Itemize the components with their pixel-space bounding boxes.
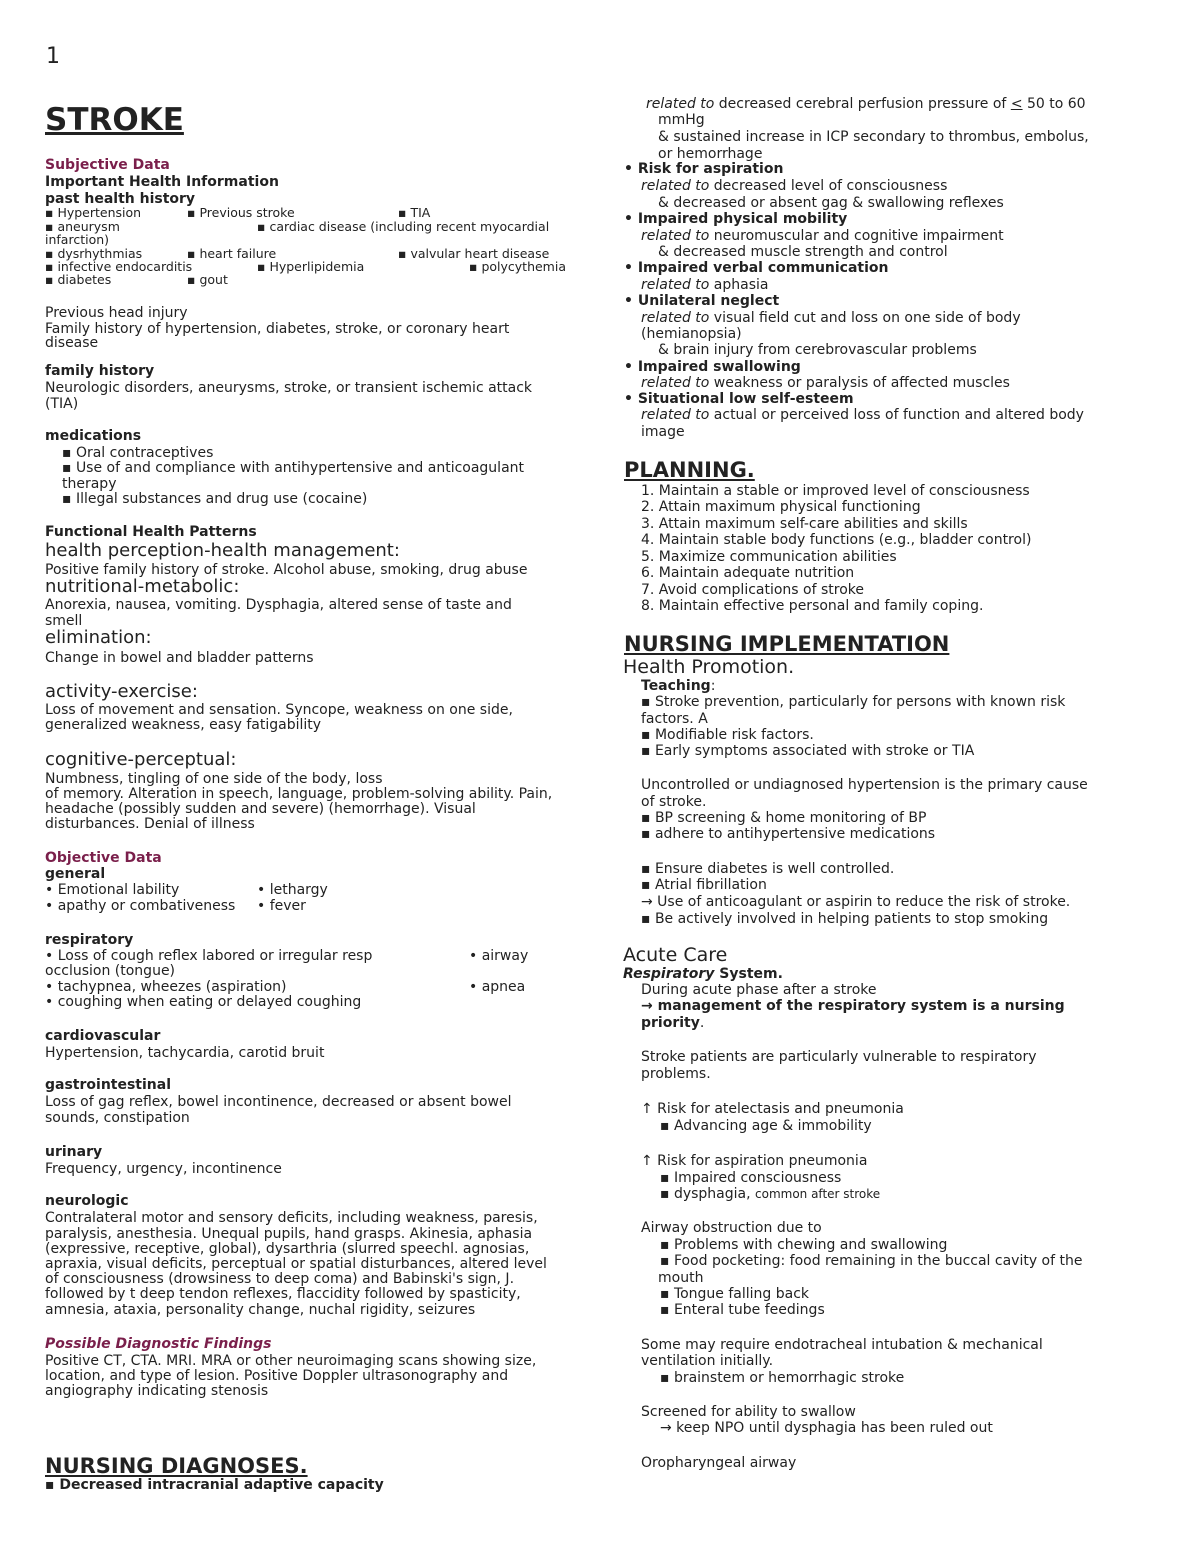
hp-heading: health perception-health management: xyxy=(45,540,400,561)
planning-item: 3. Attain maximum self-care abilities and skills xyxy=(641,516,968,532)
text: priority xyxy=(641,1015,700,1031)
respiratory-system-heading xyxy=(623,966,783,982)
medication-item: therapy xyxy=(62,476,117,492)
subjective-heading: Subjective Data xyxy=(45,157,170,173)
phh-item: ▪ aneurysm xyxy=(45,219,120,234)
text: . xyxy=(699,1015,705,1031)
diagnostic-findings-heading: Possible Diagnostic Findings xyxy=(45,1336,272,1352)
prevention-item: ▪ Atrial fibrillation xyxy=(641,877,767,893)
acute-subitem xyxy=(660,1186,880,1202)
teaching-item: ▪ Modifiable risk factors. xyxy=(641,727,814,743)
page-title: STROKE xyxy=(45,102,184,138)
text: Teaching xyxy=(641,678,711,694)
related-to: related to xyxy=(641,277,710,293)
related-to: related to xyxy=(641,407,710,423)
phh-item: ▪ infective endocarditis xyxy=(45,259,193,274)
general-item: • lethargy xyxy=(257,882,328,898)
text: ▪ dysphagia, xyxy=(660,1186,755,1202)
hypertension-text: of stroke. xyxy=(641,794,707,810)
diagnosis-related xyxy=(641,178,947,194)
nm-text: Anorexia, nausea, vomiting. Dysphagia, altered sense of taste and xyxy=(45,597,512,613)
diagnosis-more: image xyxy=(641,424,685,440)
phh-item: ▪ gout xyxy=(187,272,228,287)
medication-item: ▪ Use of and compliance with antihypertensive and anticoagulant xyxy=(62,460,525,476)
phh-item: ▪ valvular heart disease xyxy=(398,246,550,261)
acute-text: ↑ Risk for atelectasis and pneumonia xyxy=(641,1101,904,1117)
important-health-info: Important Health Information xyxy=(45,174,279,190)
family-history-text: (TIA) xyxy=(45,396,79,412)
respiratory-item: • tachypnea, wheezes (aspiration) xyxy=(45,979,287,995)
phh-item: ▪ cardiac disease (including recent myocardial xyxy=(257,219,550,234)
acute-subitem: ▪ Impaired consciousness xyxy=(660,1170,842,1186)
acute-subitem: ▪ brainstem or hemorrhagic stroke xyxy=(660,1370,905,1386)
family-hx-line: Family history of hypertension, diabetes, stroke, or coronary heart xyxy=(45,321,510,337)
related-to: related to xyxy=(641,228,710,244)
acute-text: Airway obstruction due to xyxy=(641,1220,822,1236)
neurologic-text: followed by t deep tendon reflexes, flaccidity followed by spasticity, xyxy=(45,1286,521,1302)
text: actual or perceived loss of function and altered body xyxy=(709,407,1084,423)
text: visual field cut and loss on one side of body xyxy=(709,310,1021,326)
nursing-diagnosis-item: ▪ Decreased intracranial adaptive capacity xyxy=(45,1477,384,1493)
respiratory-item: • airway xyxy=(469,948,529,964)
page-number: 1 xyxy=(46,44,60,69)
cp-text: disturbances. Denial of illness xyxy=(45,816,255,832)
diagnosis-title: • Unilateral neglect xyxy=(624,293,780,309)
hp-text: Positive family history of stroke. Alcohol abuse, smoking, drug abuse xyxy=(45,562,528,578)
acute-subitem: ▪ Enteral tube feedings xyxy=(660,1302,825,1318)
text: System. xyxy=(714,966,783,982)
planning-item: 2. Attain maximum physical functioning xyxy=(641,499,921,515)
fhp-heading: Functional Health Patterns xyxy=(45,524,257,540)
teaching-item: factors. A xyxy=(641,711,708,727)
diagnosis-title: • Risk for aspiration xyxy=(624,161,784,177)
text: aphasia xyxy=(709,277,769,293)
text: Respiratory xyxy=(623,966,715,982)
phh-item: ▪ Hypertension xyxy=(45,205,142,220)
respiratory-item: • apnea xyxy=(469,979,526,995)
planning-item: 7. Avoid complications of stroke xyxy=(641,582,865,598)
planning-item: 8. Maintain effective personal and family coping. xyxy=(641,598,984,614)
gi-text: Loss of gag reflex, bowel incontinence, decreased or absent bowel xyxy=(45,1094,512,1110)
acute-text: → management of the respiratory system is a nursing xyxy=(641,998,1065,1014)
acute-subitem: ▪ Food pocketing: food remaining in the buccal cavity of the xyxy=(660,1253,1083,1269)
text: neuromuscular and cognitive impairment xyxy=(709,228,1004,244)
cp-heading: cognitive-perceptual: xyxy=(45,749,237,770)
planning-item: 4. Maintain stable body functions (e.g., bladder control) xyxy=(641,532,1032,548)
acute-subitem: ▪ Advancing age & immobility xyxy=(660,1118,872,1134)
related-to: related to xyxy=(641,310,710,326)
related-to: related to xyxy=(646,96,715,112)
acute-subitem: mouth xyxy=(658,1270,704,1286)
ae-text: Loss of movement and sensation. Syncope, weakness on one side, xyxy=(45,702,513,718)
acute-subitem: ▪ Problems with chewing and swallowing xyxy=(660,1237,948,1253)
diagnosis-related xyxy=(641,375,1010,391)
acute-text: problems. xyxy=(641,1066,711,1082)
nm-text: smell xyxy=(45,613,83,629)
teaching-label xyxy=(641,678,715,694)
acute-text: ↑ Risk for aspiration pneumonia xyxy=(641,1153,868,1169)
implementation-heading: NURSING IMPLEMENTATION xyxy=(624,632,950,656)
diagnosis-title: • Impaired swallowing xyxy=(624,359,801,375)
acute-text: Screened for ability to swallow xyxy=(641,1404,856,1420)
diagnosis-related xyxy=(641,407,1084,423)
diagnostic-findings-text: angiography indicating stenosis xyxy=(45,1383,269,1399)
family-history-heading: family history xyxy=(45,363,155,379)
health-promotion-heading: Health Promotion. xyxy=(623,656,795,678)
planning-item: 5. Maximize communication abilities xyxy=(641,549,897,565)
hypertension-text: ▪ BP screening & home monitoring of BP xyxy=(641,810,927,826)
text: decreased cerebral perfusion pressure of xyxy=(714,96,1011,112)
phh-item: ▪ dysrhythmias xyxy=(45,246,143,261)
neurologic-text: Contralateral motor and sensory deficits, including weakness, paresis, xyxy=(45,1210,538,1226)
cardiovascular-text: Hypertension, tachycardia, carotid bruit xyxy=(45,1045,325,1061)
phh-item: ▪ polycythemia xyxy=(469,259,566,274)
teaching-item: ▪ Stroke prevention, particularly for persons with known risk xyxy=(641,694,1066,710)
family-hx-line: disease xyxy=(45,335,99,351)
phh-item: ▪ Hyperlipidemia xyxy=(257,259,365,274)
prevention-item: → Use of anticoagulant or aspirin to reduce the risk of stroke. xyxy=(641,894,1071,910)
prevention-item: ▪ Ensure diabetes is well controlled. xyxy=(641,861,895,877)
cp-text: headache (possibly sudden and severe) (hemorrhage). Visual xyxy=(45,801,476,817)
text: weakness or paralysis of affected muscles xyxy=(709,375,1010,391)
neurologic-text: paralysis, anesthesia. Unequal pupils, hand grasps. Akinesia, aphasia xyxy=(45,1226,533,1242)
diagnosis-title: • Impaired physical mobility xyxy=(624,211,848,227)
phh-item: ▪ diabetes xyxy=(45,272,112,287)
text: 50 to 60 xyxy=(1022,96,1086,112)
phh-item: infarction) xyxy=(45,232,110,247)
cp-text: Numbness, tingling of one side of the body, loss xyxy=(45,771,383,787)
general-item: • Emotional lability xyxy=(45,882,180,898)
planning-item: 6. Maintain adequate nutrition xyxy=(641,565,855,581)
diagnosis-related xyxy=(641,277,768,293)
diagnosis-continuation xyxy=(646,96,1086,112)
respiratory-item: occlusion (tongue) xyxy=(45,963,176,979)
planning-heading: PLANNING. xyxy=(624,458,755,482)
related-to: related to xyxy=(641,375,710,391)
diagnosis-related xyxy=(641,228,1004,244)
acute-text: Stroke patients are particularly vulnerable to respiratory xyxy=(641,1049,1037,1065)
acute-subitem: → keep NPO until dysphagia has been ruled out xyxy=(660,1420,993,1436)
ae-text: generalized weakness, easy fatigability xyxy=(45,717,322,733)
neurologic-heading: neurologic xyxy=(45,1193,129,1209)
elimination-text: Change in bowel and bladder patterns xyxy=(45,650,314,666)
respiratory-item: • Loss of cough reflex labored or irregular resp xyxy=(45,948,373,964)
phh-item: ▪ TIA xyxy=(398,205,431,220)
acute-text: During acute phase after a stroke xyxy=(641,982,877,998)
past-health-history: past health history xyxy=(45,191,196,207)
ae-heading: activity-exercise: xyxy=(45,681,198,702)
gi-text: sounds, constipation xyxy=(45,1110,190,1126)
acute-text: Some may require endotracheal intubation & mechanical xyxy=(641,1337,1043,1353)
text: common after stroke xyxy=(755,1187,881,1201)
respiratory-item: • coughing when eating or delayed coughing xyxy=(45,994,362,1010)
diagnosis-continuation: & sustained increase in ICP secondary to thrombus, embolus, xyxy=(658,129,1089,145)
neurologic-text: amnesia, ataxia, personality change, nuchal rigidity, seizures xyxy=(45,1302,476,1318)
lte-symbol: < xyxy=(1010,96,1023,112)
related-to: related to xyxy=(641,178,710,194)
cp-text: of memory. Alteration in speech, language, problem-solving ability. Pain, xyxy=(45,786,553,802)
cardiovascular-heading: cardiovascular xyxy=(45,1028,161,1044)
general-item: • fever xyxy=(257,898,306,914)
objective-heading: Objective Data xyxy=(45,850,162,866)
text: decreased level of consciousness xyxy=(709,178,948,194)
acute-text: ventilation initially. xyxy=(641,1353,774,1369)
acute-care-heading: Acute Care xyxy=(623,944,728,966)
acute-text xyxy=(641,1015,704,1031)
medication-item: ▪ Illegal substances and drug use (cocaine) xyxy=(62,491,368,507)
elimination-heading: elimination: xyxy=(45,627,152,648)
general-heading: general xyxy=(45,866,106,882)
acute-subitem: ▪ Tongue falling back xyxy=(660,1286,810,1302)
respiratory-heading: respiratory xyxy=(45,932,134,948)
nm-heading: nutritional-metabolic: xyxy=(45,576,240,597)
diagnosis-title: • Situational low self-esteem xyxy=(624,391,854,407)
diagnosis-more: & brain injury from cerebrovascular problems xyxy=(658,342,977,358)
diagnosis-continuation: mmHg xyxy=(658,112,705,128)
acute-text: Oropharyngeal airway xyxy=(641,1455,797,1471)
neurologic-text: apraxia, visual deficits, perceptual or spatial disturbances, altered level xyxy=(45,1256,547,1272)
prev-head-injury: Previous head injury xyxy=(45,305,188,321)
neurologic-text: of consciousness (drowsiness to deep coma) and Babinski's sign, J. xyxy=(45,1271,515,1287)
gi-heading: gastrointestinal xyxy=(45,1077,172,1093)
hypertension-text: ▪ adhere to antihypertensive medications xyxy=(641,826,936,842)
urinary-text: Frequency, urgency, incontinence xyxy=(45,1161,282,1177)
diagnosis-related xyxy=(641,310,1021,326)
diagnosis-continuation: or hemorrhage xyxy=(658,146,763,162)
teaching-item: ▪ Early symptoms associated with stroke or TIA xyxy=(641,743,975,759)
family-history-text: Neurologic disorders, aneurysms, stroke, or transient ischemic attack xyxy=(45,380,533,396)
medication-item: ▪ Oral contraceptives xyxy=(62,445,214,461)
diagnostic-findings-text: location, and type of lesion. Positive Doppler ultrasonography and xyxy=(45,1368,509,1384)
hypertension-text: Uncontrolled or undiagnosed hypertension is the primary cause xyxy=(641,777,1088,793)
nursing-diagnoses-heading: NURSING DIAGNOSES. xyxy=(45,1454,308,1478)
diagnosis-title: • Impaired verbal communication xyxy=(624,260,889,276)
urinary-heading: urinary xyxy=(45,1144,103,1160)
phh-item: ▪ Previous stroke xyxy=(187,205,295,220)
general-item: • apathy or combativeness xyxy=(45,898,236,914)
diagnosis-more: (hemianopsia) xyxy=(641,326,742,342)
diagnostic-findings-text: Positive CT, CTA. MRI. MRA or other neuroimaging scans showing size, xyxy=(45,1353,537,1369)
neurologic-text: (expressive, receptive, global), dysarthria (slurred speechl. agnosias, xyxy=(45,1241,530,1257)
text: : xyxy=(710,678,716,694)
prevention-item: ▪ Be actively involved in helping patients to stop smoking xyxy=(641,911,1049,927)
planning-item: 1. Maintain a stable or improved level of consciousness xyxy=(641,483,1030,499)
medications-heading: medications xyxy=(45,428,142,444)
diagnosis-more: & decreased or absent gag & swallowing reflexes xyxy=(658,195,1004,211)
diagnosis-more: & decreased muscle strength and control xyxy=(658,244,948,260)
phh-item: ▪ heart failure xyxy=(187,246,277,261)
